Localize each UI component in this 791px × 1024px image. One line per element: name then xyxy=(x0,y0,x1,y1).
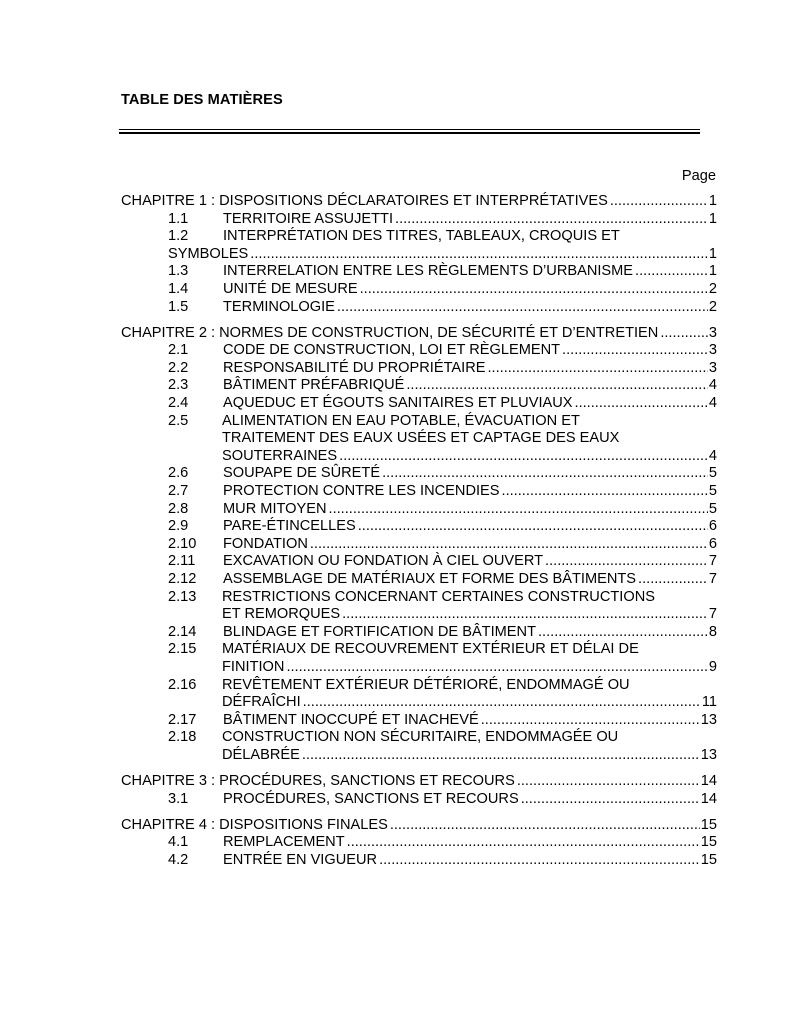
toc-entry-line[interactable] xyxy=(223,791,717,809)
toc-row xyxy=(121,747,717,765)
entry-label: DÉLABRÉE xyxy=(222,746,300,763)
toc-entry-line[interactable] xyxy=(223,465,717,483)
entry-label: CHAPITRE 3 : PROCÉDURES, SANCTIONS ET RECOURS xyxy=(121,773,515,789)
toc-row xyxy=(121,360,717,378)
dot-leader xyxy=(545,553,708,571)
toc-row xyxy=(121,483,717,501)
page-number: 3 xyxy=(708,342,717,359)
entry-label: CHAPITRE 2 : NORMES DE CONSTRUCTION, DE SÉCURITÉ ET D’ENTRETIEN xyxy=(121,324,659,341)
page-number: 9 xyxy=(708,658,717,675)
entry-label: TERMINOLOGIE xyxy=(223,298,335,315)
page-number: 4 xyxy=(708,395,717,412)
toc-entry-line[interactable] xyxy=(223,553,717,571)
toc-entry-line[interactable] xyxy=(222,606,717,624)
dot-leader xyxy=(342,606,708,624)
entry-label: FINITION xyxy=(222,658,285,675)
toc-row xyxy=(121,834,717,852)
toc-row xyxy=(121,659,717,677)
dot-leader xyxy=(638,571,708,589)
entry-label: CODE DE CONSTRUCTION, LOI ET RÈGLEMENT xyxy=(223,342,561,359)
page-number: 11 xyxy=(701,694,717,711)
toc-row xyxy=(121,325,717,343)
page-number: 15 xyxy=(700,834,717,851)
toc-entry-line[interactable] xyxy=(121,325,717,343)
entry-label: MUR MITOYEN xyxy=(223,500,327,517)
page-number: 1 xyxy=(708,245,717,262)
toc-row xyxy=(121,817,717,835)
section-number: 4.1 xyxy=(168,834,189,851)
entry-label: RESTRICTIONS CONCERNANT CERTAINES CONSTRUCTIONS xyxy=(222,588,655,605)
entry-label: DÉFRAÎCHI xyxy=(222,694,301,711)
toc-entry-line[interactable] xyxy=(168,246,717,264)
dot-leader xyxy=(339,448,708,466)
page-number: 13 xyxy=(700,746,717,763)
section-number: 2.1 xyxy=(168,342,189,359)
section-number: 1.4 xyxy=(168,280,189,297)
page-number: 14 xyxy=(700,773,717,789)
section-number: 2.17 xyxy=(168,711,197,728)
toc-row xyxy=(121,694,717,712)
entry-label: SOUTERRAINES xyxy=(222,447,338,464)
dot-leader xyxy=(521,791,700,809)
entry-label: SYMBOLES xyxy=(168,245,249,262)
dot-leader xyxy=(517,773,700,791)
dot-leader xyxy=(390,817,700,835)
toc-row xyxy=(121,281,717,299)
section-number: 2.7 xyxy=(168,483,189,499)
entry-label: SOUPAPE DE SÛRETÉ xyxy=(223,465,381,482)
toc-entry-line[interactable] xyxy=(223,571,717,589)
section-number: 2.15 xyxy=(168,641,197,658)
toc-entry-line[interactable] xyxy=(121,193,717,211)
toc-row xyxy=(121,413,717,431)
section-number: 2.5 xyxy=(168,412,189,429)
entry-label: PARE-ÉTINCELLES xyxy=(223,518,356,535)
toc-entry-line[interactable] xyxy=(222,448,717,466)
dot-leader xyxy=(562,342,708,360)
entry-label: MATÉRIAUX DE RECOUVREMENT EXTÉRIEUR ET DÉLAI DE xyxy=(222,641,639,658)
dot-leader xyxy=(310,536,708,554)
dot-leader xyxy=(538,624,708,642)
toc-row xyxy=(121,448,717,466)
entry-label: EXCAVATION OU FONDATION À CIEL OUVERT xyxy=(223,553,544,570)
entry-label: ET REMORQUES xyxy=(222,606,341,623)
entry-label: FONDATION xyxy=(223,535,308,552)
page-number: 7 xyxy=(708,553,717,570)
table-of-contents xyxy=(121,193,717,869)
section-number: 2.10 xyxy=(168,535,197,552)
dot-leader xyxy=(610,193,708,211)
toc-entry-line[interactable] xyxy=(223,852,717,870)
dot-leader xyxy=(286,659,707,677)
dot-leader xyxy=(347,834,700,852)
entry-label: CHAPITRE 1 : DISPOSITIONS DÉCLARATOIRES ET INTERPRÉTATIVES xyxy=(121,193,608,209)
page-number: 7 xyxy=(708,570,717,587)
dot-leader xyxy=(406,377,708,395)
entry-label: TRAITEMENT DES EAUX USÉES ET CAPTAGE DES EAUX xyxy=(222,430,620,447)
toc-row xyxy=(121,677,717,695)
page-number: 6 xyxy=(708,535,717,552)
toc-entry-line[interactable] xyxy=(121,773,717,791)
toc-row xyxy=(121,430,717,448)
entry-label: UNITÉ DE MESURE xyxy=(223,280,358,297)
page-column-header: Page xyxy=(681,168,716,184)
page-number: 4 xyxy=(708,377,717,394)
toc-entry-line[interactable] xyxy=(223,263,717,281)
section-number: 2.14 xyxy=(168,623,197,640)
page-number: 1 xyxy=(708,263,717,280)
toc-entry-line[interactable] xyxy=(222,694,717,712)
toc-entry-line[interactable] xyxy=(222,747,717,765)
toc-entry-line[interactable] xyxy=(223,518,717,536)
page-number: 7 xyxy=(708,606,717,623)
section-number: 1.2 xyxy=(168,228,189,245)
dot-leader xyxy=(660,325,708,343)
toc-entry-line[interactable] xyxy=(121,817,717,835)
dot-leader xyxy=(395,211,708,229)
dot-leader xyxy=(360,281,708,299)
dot-leader xyxy=(487,360,707,378)
section-number: 3.1 xyxy=(168,790,189,807)
toc-entry-line[interactable] xyxy=(223,211,717,229)
toc-row xyxy=(121,211,717,229)
entry-label: INTERRELATION ENTRE LES RÈGLEMENTS D’URBANISME xyxy=(223,263,634,280)
section-number: 1.5 xyxy=(168,298,189,315)
entry-label: RESPONSABILITÉ DU PROPRIÉTAIRE xyxy=(223,359,486,376)
dot-leader xyxy=(502,483,708,501)
entry-label: ENTRÉE EN VIGUEUR xyxy=(223,851,378,868)
toc-row xyxy=(121,342,717,360)
page-number: 2 xyxy=(708,280,717,297)
dot-leader xyxy=(303,694,701,712)
toc-row xyxy=(121,395,717,413)
section-number: 2.16 xyxy=(168,676,197,693)
page-number: 14 xyxy=(700,790,717,807)
toc-entry-line[interactable] xyxy=(223,834,717,852)
dot-leader xyxy=(358,518,708,536)
toc-row xyxy=(121,536,717,554)
entry-label: TERRITOIRE ASSUJETTI xyxy=(223,210,394,227)
section-number: 2.3 xyxy=(168,377,189,394)
section-number: 2.9 xyxy=(168,518,189,535)
dot-leader xyxy=(250,246,708,264)
toc-row xyxy=(121,791,717,809)
dot-leader xyxy=(337,299,708,317)
toc-row xyxy=(121,377,717,395)
page-number: 5 xyxy=(708,483,717,499)
title-rule-thin xyxy=(119,129,700,130)
toc-row xyxy=(121,465,717,483)
page-number: 1 xyxy=(708,193,717,209)
entry-label: REMPLACEMENT xyxy=(223,834,345,851)
page-number: 3 xyxy=(708,324,717,341)
toc-row xyxy=(121,589,717,607)
page-number: 15 xyxy=(700,851,717,868)
toc-row xyxy=(121,729,717,747)
toc-row xyxy=(121,299,717,317)
toc-row xyxy=(121,624,717,642)
toc-entry-line[interactable] xyxy=(223,342,717,360)
entry-label: ASSEMBLAGE DE MATÉRIAUX ET FORME DES BÂTIMENTS xyxy=(223,570,637,587)
toc-entry-line[interactable] xyxy=(223,281,717,299)
document-title: TABLE DES MATIÈRES xyxy=(121,92,283,108)
section-number: 2.11 xyxy=(168,553,196,570)
toc-row xyxy=(121,712,717,730)
entry-label: CONSTRUCTION NON SÉCURITAIRE, ENDOMMAGÉE OU xyxy=(222,729,619,746)
toc-entry-line[interactable] xyxy=(223,299,717,317)
toc-row xyxy=(121,263,717,281)
toc-row xyxy=(121,246,717,264)
toc-entry-line[interactable] xyxy=(223,483,717,501)
entry-label: INTERPRÉTATION DES TITRES, TABLEAUX, CROQUIS ET xyxy=(223,228,620,245)
page-number: 1 xyxy=(708,210,717,227)
page-number: 2 xyxy=(708,298,717,315)
toc-row xyxy=(121,852,717,870)
dot-leader xyxy=(379,852,700,870)
section-number: 4.2 xyxy=(168,851,189,868)
page-number: 15 xyxy=(700,816,717,833)
page-number: 4 xyxy=(708,447,717,464)
section-number: 2.4 xyxy=(168,395,189,412)
section-number: 2.6 xyxy=(168,465,189,482)
page-number: 6 xyxy=(708,518,717,535)
toc-row xyxy=(121,228,717,246)
section-number: 2.12 xyxy=(168,570,197,587)
section-number: 1.1 xyxy=(168,210,189,227)
dot-leader xyxy=(635,263,708,281)
entry-label: PROCÉDURES, SANCTIONS ET RECOURS xyxy=(223,790,519,807)
toc-row xyxy=(121,571,717,589)
page-number: 8 xyxy=(708,623,717,640)
toc-row xyxy=(121,773,717,791)
section-number: 1.3 xyxy=(168,263,189,280)
entry-label: AQUEDUC ET ÉGOUTS SANITAIRES ET PLUVIAUX xyxy=(223,395,573,412)
toc-entry-line[interactable] xyxy=(223,360,717,378)
toc-entry-line[interactable] xyxy=(223,501,717,519)
entry-label: CHAPITRE 4 : DISPOSITIONS FINALES xyxy=(121,816,388,833)
entry-label: ALIMENTATION EN EAU POTABLE, ÉVACUATION ET xyxy=(222,412,580,429)
toc-row xyxy=(121,606,717,624)
dot-leader xyxy=(481,712,700,730)
page-number: 5 xyxy=(708,465,717,482)
toc-entry-line[interactable] xyxy=(222,659,717,677)
toc-entry-line[interactable] xyxy=(223,712,717,730)
toc-row xyxy=(121,501,717,519)
toc-row xyxy=(121,553,717,571)
dot-leader xyxy=(575,395,708,413)
section-number: 2.18 xyxy=(168,729,197,746)
page-number: 3 xyxy=(708,359,717,376)
entry-label: BLINDAGE ET FORTIFICATION DE BÂTIMENT xyxy=(223,623,536,640)
toc-entry-line[interactable] xyxy=(223,624,717,642)
entry-label: BÂTIMENT PRÉFABRIQUÉ xyxy=(223,377,405,394)
toc-row xyxy=(121,641,717,659)
section-number: 2.2 xyxy=(168,359,189,376)
toc-entry-line[interactable] xyxy=(223,377,717,395)
toc-entry-line[interactable] xyxy=(223,395,717,413)
page-number: 5 xyxy=(708,500,717,517)
title-rule-thick xyxy=(119,132,700,134)
entry-label: REVÊTEMENT EXTÉRIEUR DÉTÉRIORÉ, ENDOMMAGÉ OU xyxy=(222,676,630,693)
entry-label: BÂTIMENT INOCCUPÉ ET INACHEVÉ xyxy=(223,711,479,728)
dot-leader xyxy=(329,501,708,519)
section-number: 2.13 xyxy=(168,588,197,605)
toc-entry-line[interactable] xyxy=(223,536,717,554)
dot-leader xyxy=(382,465,708,483)
page-number: 13 xyxy=(700,711,717,728)
entry-label: PROTECTION CONTRE LES INCENDIES xyxy=(223,483,500,499)
toc-row xyxy=(121,518,717,536)
toc-row xyxy=(121,193,717,211)
dot-leader xyxy=(302,747,700,765)
section-number: 2.8 xyxy=(168,500,189,517)
